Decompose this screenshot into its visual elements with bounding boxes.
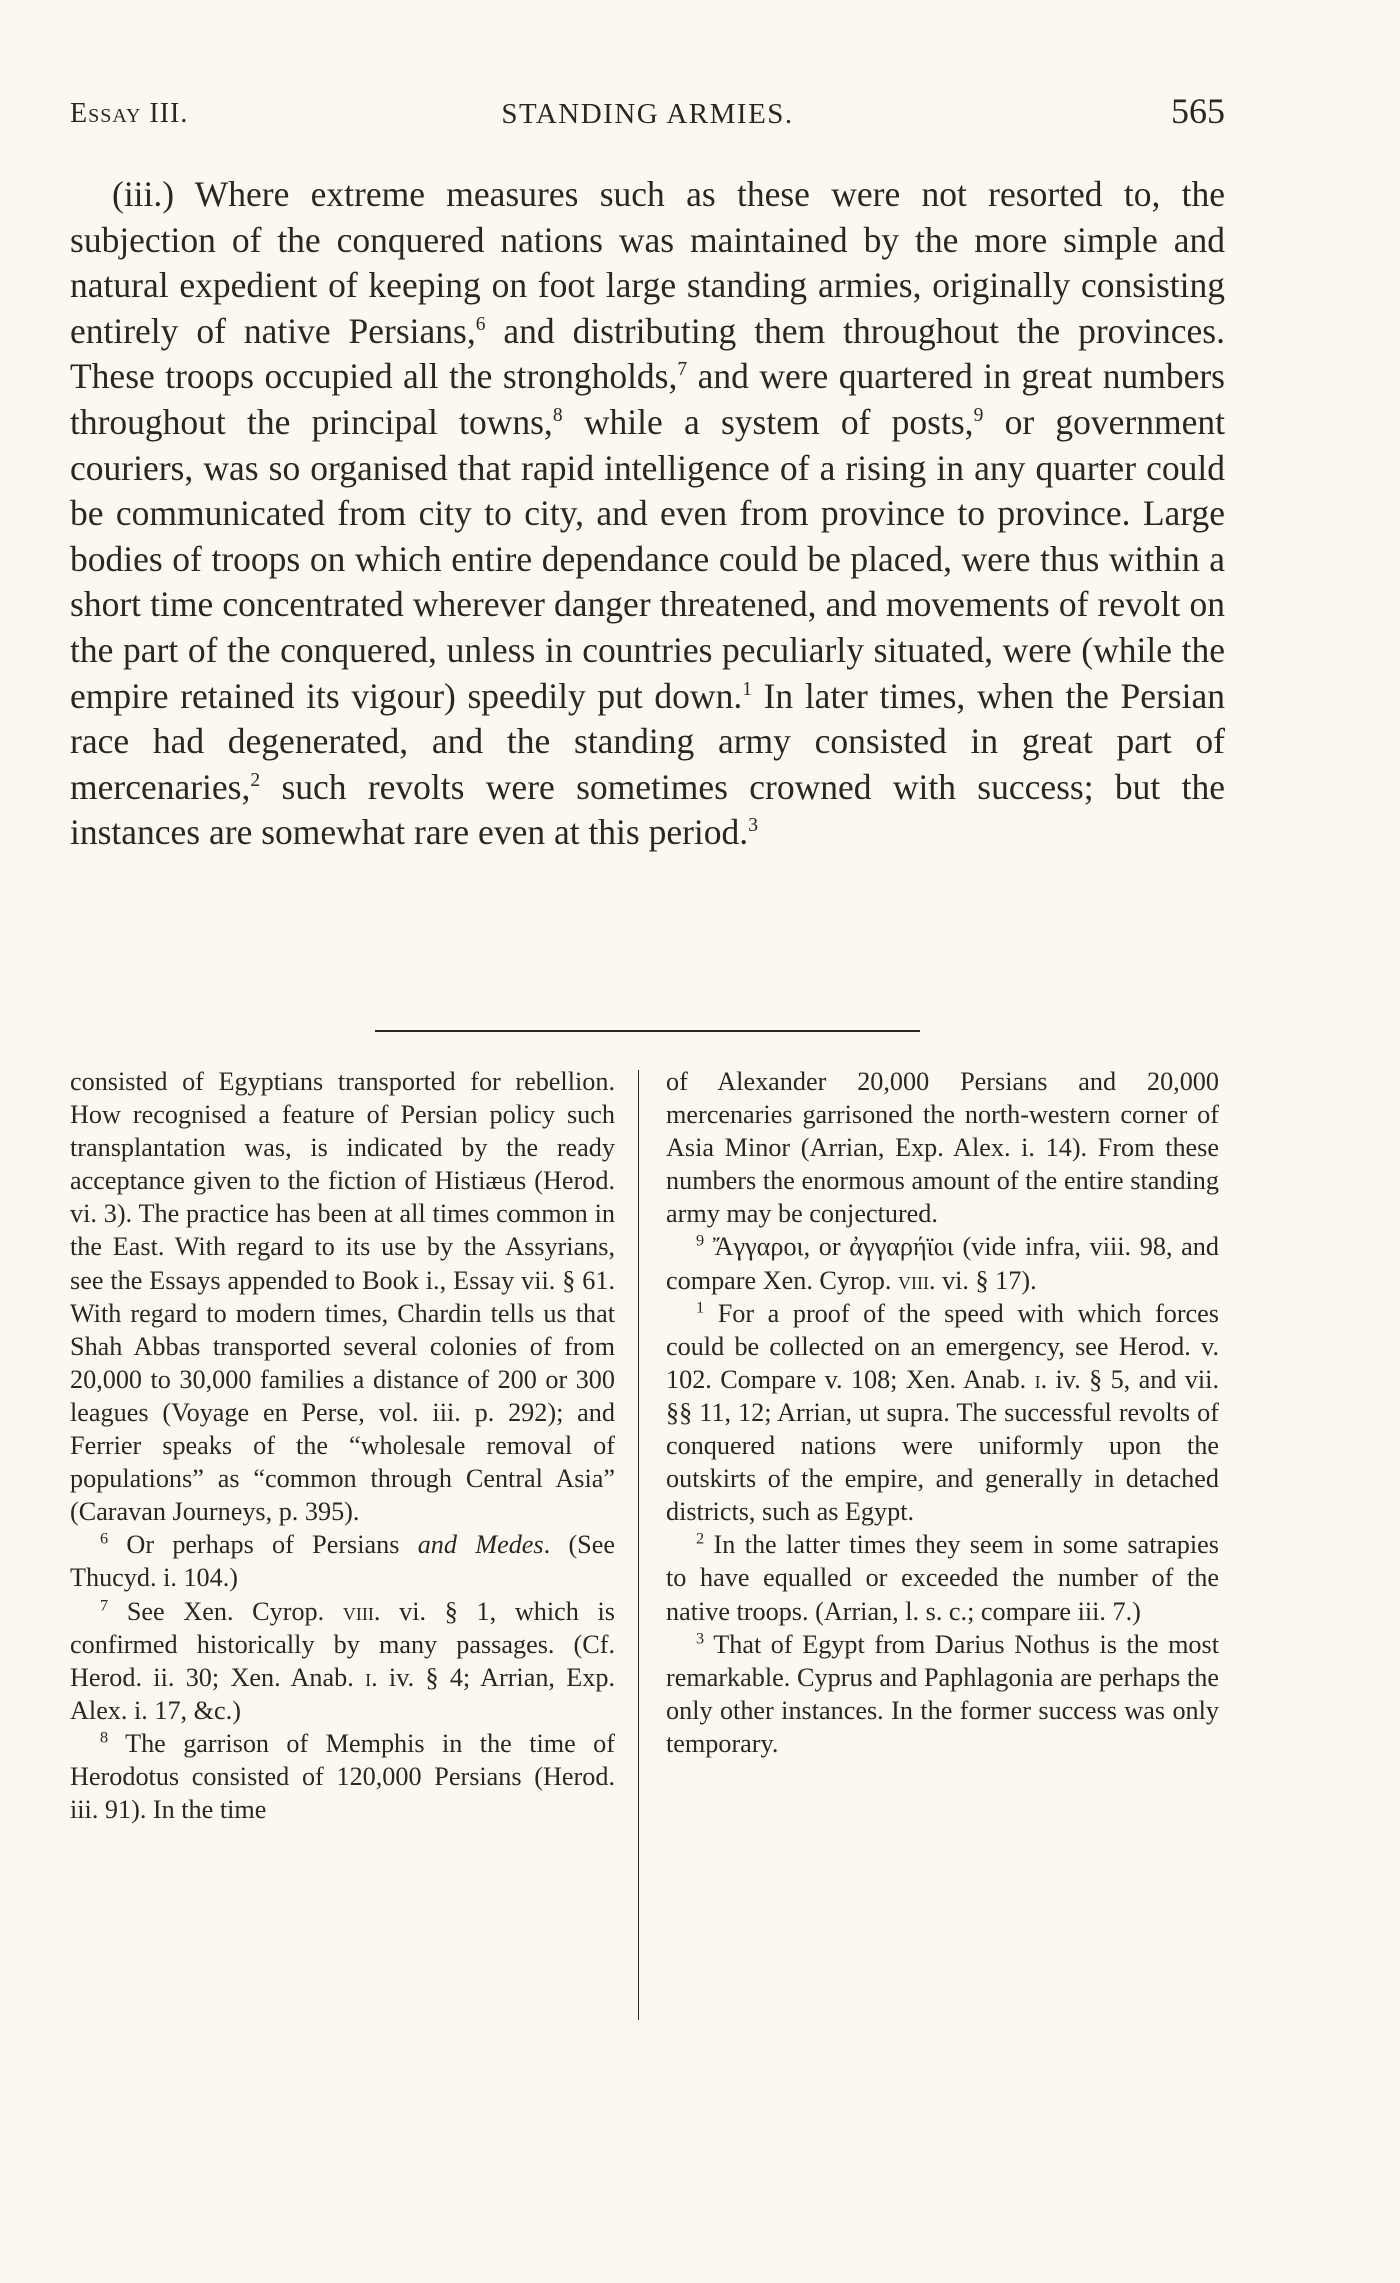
page-number: 565 bbox=[1171, 91, 1225, 131]
running-header bbox=[70, 90, 1225, 140]
footnote: $^3$ That of Egypt from Darius Nothus is the most remarkable. Cyprus and Paphlagonia are perhaps the only other instances. In the former success was only temporary. bbox=[666, 1628, 1219, 1758]
footnotes-left-column bbox=[70, 1065, 615, 1826]
essay-number: Essay III. bbox=[70, 98, 189, 129]
footnotes-right-column bbox=[666, 1065, 1219, 1760]
footnote: $^9$ Ἄγγαροι, or ἀγγαρήϊοι (vide infra, viii. 98, and compare Xen. Cyrop. viii. vi. § 17). bbox=[666, 1231, 1219, 1295]
footnote: $^1$ For a proof of the speed with which forces could be collected on an emergency, see Herod. v. 102. Compare v. 108; Xen. Anab. i. iv. § 5, and vii. §§ 11, 12; Arrian, ut supra. The successful revolts of conquered nations were uniformly upon the outskirts of the empire, and generally in detached districts, such as Egypt. bbox=[666, 1297, 1219, 1527]
footnote: $^2$ In the latter times they seem in some satrapies to have equalled or exceeded the number of the native troops. (Arrian, l. s. c.; compare iii. 7.) bbox=[666, 1529, 1219, 1626]
page-title: STANDING ARMIES. bbox=[501, 98, 794, 130]
footnote-continuation: consisted of Egyptians transported for rebellion. How recognised a feature of Persian policy such transplantation was, is indicated by the ready acceptance given to the fiction of Histiæus (Herod. vi. 3). The practice has been at all times common in the East. With regard to its use by the Assyrians, see the Essays appended to Book i., Essay vii. § 61. With regard to modern times, Chardin tells us that Shah Abbas transported several colonies of from 20,000 to 30,000 families a distance of 200 or 300 leagues (Voyage en Perse, vol. iii. p. 292); and Ferrier speaks of the “wholesale removal of populations” as “common through Central Asia” (Caravan Journeys, p. 395). bbox=[70, 1067, 615, 1527]
footnote-continuation: of Alexander 20,000 Persians and 20,000 mercenaries garrisoned the north-western corner of Asia Minor (Arrian, Exp. Alex. i. 14). From these numbers the enormous amount of the entire standing army may be conjectured. bbox=[666, 1067, 1219, 1229]
footnote-rule bbox=[375, 1030, 920, 1032]
main-text bbox=[70, 172, 1225, 856]
footnote: $^6$ Or perhaps of Persians and Medes. (See Thucyd. i. 104.) bbox=[70, 1529, 615, 1593]
footnote: $^7$ See Xen. Cyrop. viii. vi. § 1, which is confirmed historically by many passages. (Cf. Herod. ii. 30; Xen. Anab. i. iv. § 4; Arrian, Exp. Alex. i. 17, &c.) bbox=[70, 1595, 615, 1725]
footnote: $^8$ The garrison of Memphis in the time of Herodotus consisted of 120,000 Persians (Herod. iii. 91). In the time bbox=[70, 1728, 615, 1825]
column-divider bbox=[638, 1070, 639, 2020]
main-paragraph: (iii.) Where extreme measures such as these were not resorted to, the subjection of the conquered nations was maintained by the more simple and natural expedient of keeping on foot large standing armies, originally consisting entirely of native Persians,$^6$ and distributing them throughout the provinces. These troops occupied all the strongholds,$^7$ and were quartered in great numbers throughout the principal towns,$^8$ while a system of posts,$^9$ or government couriers, was so organised that rapid intelligence of a rising in any quarter could be communicated from city to city, and even from province to province. Large bodies of troops on which entire dependance could be placed, were thus within a short time concentrated wherever danger threatened, and movements of revolt on the part of the conquered, unless in countries peculiarly situated, were (while the empire retained its vigour) speedily put down.$^1$ In later times, when the Persian race had degenerated, and the standing army consisted in great part of mercenaries,$^2$ such revolts were sometimes crowned with success; but the instances are somewhat rare even at this period.$^3$ bbox=[70, 174, 1225, 853]
book-page bbox=[70, 0, 1225, 2283]
